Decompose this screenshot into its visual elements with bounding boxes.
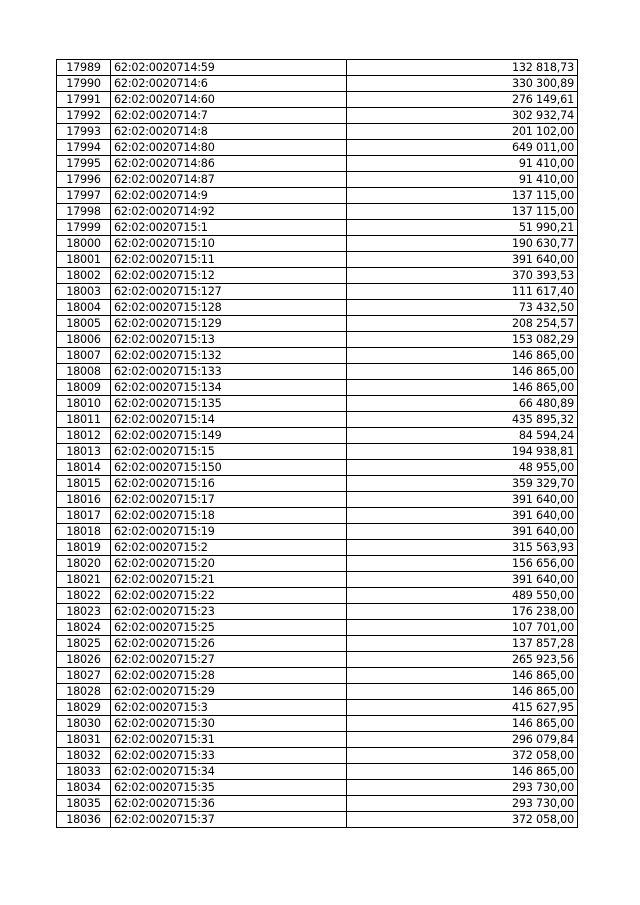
- row-number-cell: 17999: [57, 220, 111, 236]
- table-row: [57, 268, 578, 284]
- cadastral-number-cell: 62:02:0020715:34: [111, 764, 347, 780]
- cadastral-number-cell: 62:02:0020715:134: [111, 380, 347, 396]
- value-cell: 296 079,84: [347, 732, 578, 748]
- value-cell: 391 640,00: [347, 508, 578, 524]
- row-number-cell: 18023: [57, 604, 111, 620]
- cadastral-number-cell: 62:02:0020715:29: [111, 684, 347, 700]
- row-number-cell: 17995: [57, 156, 111, 172]
- cadastral-number-cell: 62:02:0020715:3: [111, 700, 347, 716]
- cadastral-number-cell: 62:02:0020715:33: [111, 748, 347, 764]
- cadastral-number-cell: 62:02:0020714:9: [111, 188, 347, 204]
- table-row: [57, 796, 578, 812]
- table-row: [57, 124, 578, 140]
- value-cell: 48 955,00: [347, 460, 578, 476]
- value-cell: 51 990,21: [347, 220, 578, 236]
- value-cell: 146 865,00: [347, 668, 578, 684]
- value-cell: 370 393,53: [347, 268, 578, 284]
- value-cell: 146 865,00: [347, 380, 578, 396]
- value-cell: 66 480,89: [347, 396, 578, 412]
- value-cell: 293 730,00: [347, 780, 578, 796]
- cadastral-number-cell: 62:02:0020715:132: [111, 348, 347, 364]
- cadastral-number-cell: 62:02:0020715:127: [111, 284, 347, 300]
- value-cell: 391 640,00: [347, 572, 578, 588]
- row-number-cell: 18005: [57, 316, 111, 332]
- value-cell: 208 254,57: [347, 316, 578, 332]
- cadastral-number-cell: 62:02:0020714:60: [111, 92, 347, 108]
- value-cell: 372 058,00: [347, 748, 578, 764]
- value-cell: 153 082,29: [347, 332, 578, 348]
- cadastral-number-cell: 62:02:0020715:13: [111, 332, 347, 348]
- value-cell: 111 617,40: [347, 284, 578, 300]
- table-row: [57, 364, 578, 380]
- value-cell: 132 818,73: [347, 60, 578, 76]
- row-number-cell: 17997: [57, 188, 111, 204]
- value-cell: 91 410,00: [347, 156, 578, 172]
- table-row: [57, 604, 578, 620]
- cadastral-number-cell: 62:02:0020714:7: [111, 108, 347, 124]
- value-cell: 359 329,70: [347, 476, 578, 492]
- row-number-cell: 18036: [57, 812, 111, 828]
- cadastral-number-cell: 62:02:0020715:22: [111, 588, 347, 604]
- cadastral-number-cell: 62:02:0020715:27: [111, 652, 347, 668]
- cadastral-number-cell: 62:02:0020714:92: [111, 204, 347, 220]
- cadastral-number-cell: 62:02:0020715:10: [111, 236, 347, 252]
- row-number-cell: 18032: [57, 748, 111, 764]
- cadastral-number-cell: 62:02:0020714:86: [111, 156, 347, 172]
- value-cell: 146 865,00: [347, 684, 578, 700]
- table-row: [57, 236, 578, 252]
- value-cell: 489 550,00: [347, 588, 578, 604]
- row-number-cell: 18017: [57, 508, 111, 524]
- table-row: [57, 316, 578, 332]
- value-cell: 201 102,00: [347, 124, 578, 140]
- cadastral-number-cell: 62:02:0020715:31: [111, 732, 347, 748]
- cadastral-number-cell: 62:02:0020715:17: [111, 492, 347, 508]
- row-number-cell: 18009: [57, 380, 111, 396]
- cadastral-number-cell: 62:02:0020715:135: [111, 396, 347, 412]
- cadastral-number-cell: 62:02:0020715:25: [111, 620, 347, 636]
- value-cell: 84 594,24: [347, 428, 578, 444]
- row-number-cell: 18024: [57, 620, 111, 636]
- cadastral-number-cell: 62:02:0020715:21: [111, 572, 347, 588]
- row-number-cell: 18033: [57, 764, 111, 780]
- value-cell: 649 011,00: [347, 140, 578, 156]
- row-number-cell: 18021: [57, 572, 111, 588]
- value-cell: 91 410,00: [347, 172, 578, 188]
- cadastral-number-cell: 62:02:0020715:20: [111, 556, 347, 572]
- row-number-cell: 18004: [57, 300, 111, 316]
- table-body: [57, 60, 578, 828]
- table-row: [57, 300, 578, 316]
- cadastral-number-cell: 62:02:0020715:11: [111, 252, 347, 268]
- row-number-cell: 17990: [57, 76, 111, 92]
- row-number-cell: 17989: [57, 60, 111, 76]
- row-number-cell: 18010: [57, 396, 111, 412]
- cadastral-value-table: [56, 59, 578, 828]
- table-row: [57, 284, 578, 300]
- row-number-cell: 18016: [57, 492, 111, 508]
- value-cell: 330 300,89: [347, 76, 578, 92]
- table-row: [57, 700, 578, 716]
- table-row: [57, 412, 578, 428]
- value-cell: 137 115,00: [347, 204, 578, 220]
- table-row: [57, 76, 578, 92]
- row-number-cell: 17994: [57, 140, 111, 156]
- table-row: [57, 668, 578, 684]
- table-row: [57, 780, 578, 796]
- value-cell: 276 149,61: [347, 92, 578, 108]
- table-row: [57, 764, 578, 780]
- value-cell: 415 627,95: [347, 700, 578, 716]
- value-cell: 391 640,00: [347, 252, 578, 268]
- row-number-cell: 18020: [57, 556, 111, 572]
- row-number-cell: 18002: [57, 268, 111, 284]
- value-cell: 194 938,81: [347, 444, 578, 460]
- row-number-cell: 18000: [57, 236, 111, 252]
- row-number-cell: 18006: [57, 332, 111, 348]
- row-number-cell: 18013: [57, 444, 111, 460]
- value-cell: 107 701,00: [347, 620, 578, 636]
- table-row: [57, 524, 578, 540]
- cadastral-number-cell: 62:02:0020715:16: [111, 476, 347, 492]
- row-number-cell: 18015: [57, 476, 111, 492]
- row-number-cell: 18030: [57, 716, 111, 732]
- value-cell: 190 630,77: [347, 236, 578, 252]
- row-number-cell: 18026: [57, 652, 111, 668]
- value-cell: 372 058,00: [347, 812, 578, 828]
- value-cell: 302 932,74: [347, 108, 578, 124]
- cadastral-number-cell: 62:02:0020715:30: [111, 716, 347, 732]
- table-row: [57, 556, 578, 572]
- table-row: [57, 156, 578, 172]
- cadastral-number-cell: 62:02:0020715:150: [111, 460, 347, 476]
- cadastral-number-cell: 62:02:0020715:2: [111, 540, 347, 556]
- cadastral-number-cell: 62:02:0020715:37: [111, 812, 347, 828]
- cadastral-number-cell: 62:02:0020714:6: [111, 76, 347, 92]
- table-row: [57, 476, 578, 492]
- value-cell: 146 865,00: [347, 348, 578, 364]
- cadastral-number-cell: 62:02:0020715:133: [111, 364, 347, 380]
- table-row: [57, 396, 578, 412]
- table-row: [57, 748, 578, 764]
- row-number-cell: 18011: [57, 412, 111, 428]
- table-row: [57, 172, 578, 188]
- row-number-cell: 18008: [57, 364, 111, 380]
- cadastral-number-cell: 62:02:0020715:28: [111, 668, 347, 684]
- row-number-cell: 18028: [57, 684, 111, 700]
- cadastral-number-cell: 62:02:0020714:59: [111, 60, 347, 76]
- table-row: [57, 460, 578, 476]
- row-number-cell: 18022: [57, 588, 111, 604]
- cadastral-number-cell: 62:02:0020715:1: [111, 220, 347, 236]
- table-row: [57, 716, 578, 732]
- cadastral-number-cell: 62:02:0020714:8: [111, 124, 347, 140]
- row-number-cell: 18031: [57, 732, 111, 748]
- row-number-cell: 18035: [57, 796, 111, 812]
- cadastral-number-cell: 62:02:0020714:87: [111, 172, 347, 188]
- table-row: [57, 380, 578, 396]
- table-row: [57, 812, 578, 828]
- table-row: [57, 508, 578, 524]
- row-number-cell: 18014: [57, 460, 111, 476]
- value-cell: 137 857,28: [347, 636, 578, 652]
- value-cell: 176 238,00: [347, 604, 578, 620]
- value-cell: 391 640,00: [347, 524, 578, 540]
- row-number-cell: 18012: [57, 428, 111, 444]
- table-row: [57, 332, 578, 348]
- value-cell: 293 730,00: [347, 796, 578, 812]
- cadastral-number-cell: 62:02:0020715:15: [111, 444, 347, 460]
- table-row: [57, 428, 578, 444]
- table-row: [57, 540, 578, 556]
- cadastral-number-cell: 62:02:0020715:129: [111, 316, 347, 332]
- row-number-cell: 18034: [57, 780, 111, 796]
- value-cell: 156 656,00: [347, 556, 578, 572]
- value-cell: 146 865,00: [347, 764, 578, 780]
- row-number-cell: 18007: [57, 348, 111, 364]
- table-row: [57, 252, 578, 268]
- cadastral-number-cell: 62:02:0020715:36: [111, 796, 347, 812]
- value-cell: 391 640,00: [347, 492, 578, 508]
- table-row: [57, 444, 578, 460]
- table-row: [57, 588, 578, 604]
- value-cell: 146 865,00: [347, 364, 578, 380]
- cadastral-number-cell: 62:02:0020715:23: [111, 604, 347, 620]
- row-number-cell: 17992: [57, 108, 111, 124]
- table-row: [57, 220, 578, 236]
- table-row: [57, 492, 578, 508]
- row-number-cell: 18018: [57, 524, 111, 540]
- row-number-cell: 18029: [57, 700, 111, 716]
- cadastral-number-cell: 62:02:0020715:26: [111, 636, 347, 652]
- table-row: [57, 572, 578, 588]
- cadastral-number-cell: 62:02:0020715:14: [111, 412, 347, 428]
- table-row: [57, 60, 578, 76]
- value-cell: 73 432,50: [347, 300, 578, 316]
- row-number-cell: 17991: [57, 92, 111, 108]
- cadastral-number-cell: 62:02:0020715:12: [111, 268, 347, 284]
- value-cell: 265 923,56: [347, 652, 578, 668]
- cadastral-number-cell: 62:02:0020714:80: [111, 140, 347, 156]
- row-number-cell: 18003: [57, 284, 111, 300]
- table-row: [57, 108, 578, 124]
- table-row: [57, 188, 578, 204]
- cadastral-number-cell: 62:02:0020715:19: [111, 524, 347, 540]
- table-row: [57, 652, 578, 668]
- table-row: [57, 684, 578, 700]
- table-row: [57, 732, 578, 748]
- row-number-cell: 18001: [57, 252, 111, 268]
- row-number-cell: 17993: [57, 124, 111, 140]
- cadastral-number-cell: 62:02:0020715:128: [111, 300, 347, 316]
- row-number-cell: 18025: [57, 636, 111, 652]
- value-cell: 435 895,32: [347, 412, 578, 428]
- cadastral-number-cell: 62:02:0020715:35: [111, 780, 347, 796]
- table-row: [57, 620, 578, 636]
- cadastral-number-cell: 62:02:0020715:18: [111, 508, 347, 524]
- cadastral-number-cell: 62:02:0020715:149: [111, 428, 347, 444]
- table-row: [57, 92, 578, 108]
- row-number-cell: 18019: [57, 540, 111, 556]
- table-row: [57, 636, 578, 652]
- value-cell: 146 865,00: [347, 716, 578, 732]
- row-number-cell: 17998: [57, 204, 111, 220]
- row-number-cell: 17996: [57, 172, 111, 188]
- table-row: [57, 204, 578, 220]
- table-row: [57, 348, 578, 364]
- row-number-cell: 18027: [57, 668, 111, 684]
- table-row: [57, 140, 578, 156]
- value-cell: 315 563,93: [347, 540, 578, 556]
- value-cell: 137 115,00: [347, 188, 578, 204]
